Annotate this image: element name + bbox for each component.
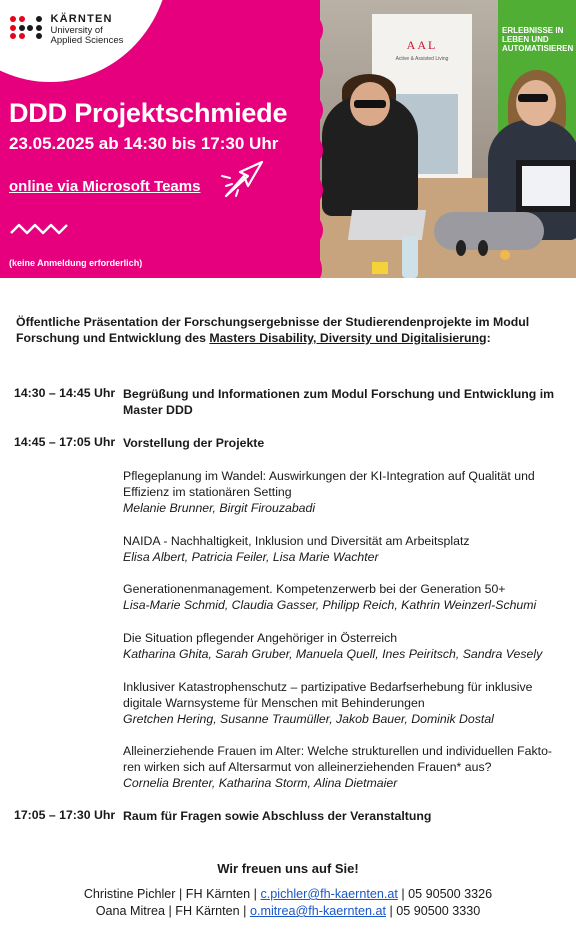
contact-line: Oana Mitrea | FH Kärnten | o.mitrea@fh-kaernten.at | 05 90500 3330 <box>95 904 481 918</box>
project-item <box>123 468 563 516</box>
intro-text: Öffentliche Präsentation der Forschungsergebnisse der Studierendenprojekte im Modul Forschung und Entwicklung des <box>16 315 530 345</box>
agenda-topic: Vorstellung der Projekte <box>123 436 265 450</box>
project-authors: Lisa-Marie Schmid, Claudia Gasser, Philipp Reich, Kathrin Weinzerl-Schumi <box>123 598 537 612</box>
contact-org: FH Kärnten <box>175 904 240 918</box>
registration-note: (keine Anmeldung erforderlich) <box>9 258 143 268</box>
event-photo <box>320 0 576 278</box>
logo-line-2: University of <box>50 24 103 36</box>
project-title: Alleinerziehende Frauen im Alter: Welche strukturellen und individuellen Fakto-ren wirken sich auf Altersarmut von alleinerziehenden Frauen* aus? <box>123 744 553 774</box>
agenda-time: 17:05 – 17:30 Uhr <box>14 808 116 822</box>
green-banner-text: ERLEBNISSE IN LEBEN UND AUTOMATISIEREN <box>502 26 574 54</box>
intro-paragraph <box>16 314 561 346</box>
project-authors: Gretchen Hering, Susanne Traumüller, Jakob Bauer, Dominik Dostal <box>123 712 494 726</box>
online-prefix: online via <box>9 178 83 195</box>
photo-scalloped-edge <box>310 0 332 278</box>
agenda-time: 14:30 – 14:45 Uhr <box>14 386 116 400</box>
contact-email-link[interactable]: o.mitrea@fh-kaernten.at <box>249 904 386 918</box>
project-item <box>123 533 563 565</box>
project-item <box>123 581 563 613</box>
closing-greeting: Wir freuen uns auf Sie! <box>217 861 359 876</box>
project-title: Pflegeplanung im Wandel: Auswirkungen der KI-Integration auf Qualität und Effizienz im stationären Setting <box>123 469 535 499</box>
project-title: Inklusiver Katastrophenschutz – partizipative Bedarfserhebung für inklusive digitale Warnsysteme für Menschen mit Behinderungen <box>123 680 533 710</box>
project-item <box>123 630 563 662</box>
contact-phone: 05 90500 3330 <box>396 904 481 918</box>
project-authors: Elisa Albert, Patricia Feiler, Lisa Marie Wachter <box>123 550 379 564</box>
event-datetime: 23.05.2025 ab 14:30 bis 17:30 Uhr <box>9 134 279 153</box>
poster-subtitle: Active & Assisted Living <box>395 56 449 62</box>
project-title: Generationenmanagement. Kompetenzerwerb bei der Generation 50+ <box>123 582 506 596</box>
logo-dots-icon <box>10 16 42 39</box>
university-logo[interactable] <box>10 14 123 45</box>
logo-line-1: KÄRNTEN <box>50 13 113 25</box>
project-item <box>123 679 563 727</box>
project-authors: Katharina Ghita, Sarah Gruber, Manuela Quell, Ines Peiritsch, Sandra Vesely <box>123 647 543 661</box>
contact-org: FH Kärnten <box>185 887 251 901</box>
header-banner <box>0 0 576 278</box>
intro-suffix: : <box>486 331 491 345</box>
master-program-link[interactable]: Masters Disability, Diversity und Digitalisierung <box>209 331 487 345</box>
project-authors: Cornelia Brenter, Katharina Storm, Alina Dietmaier <box>123 776 398 790</box>
agenda-topic: Raum für Fragen sowie Abschluss der Veranstaltung <box>123 809 432 823</box>
contact-name: Christine Pichler <box>83 887 176 901</box>
zigzag-decoration-icon <box>10 222 70 236</box>
contact-phone: 05 90500 3326 <box>408 887 493 901</box>
logo-text <box>51 14 124 45</box>
contact-line: Christine Pichler | FH Kärnten | c.pichler@fh-kaernten.at | 05 90500 3326 <box>83 887 493 901</box>
project-title: NAIDA - Nachhaltigkeit, Inklusion und Diversität am Arbeitsplatz <box>123 534 470 548</box>
agenda-time: 14:45 – 17:05 Uhr <box>14 435 116 449</box>
poster-title: AAL <box>406 38 438 52</box>
project-item <box>123 743 563 791</box>
contact-name: Oana Mitrea <box>95 904 165 918</box>
cursor-click-icon <box>218 156 266 200</box>
logo-line-3: Applied Sciences <box>50 34 124 46</box>
event-title: DDD Projektschmiede <box>9 98 288 128</box>
teams-link[interactable] <box>9 178 200 195</box>
agenda-topic: Begrüßung und Informationen zum Modul Forschung und Entwicklung im Master DDD <box>123 387 555 417</box>
project-authors: Melanie Brunner, Birgit Firouzabadi <box>123 501 316 515</box>
online-platform: Microsoft Teams <box>82 178 201 195</box>
project-title: Die Situation pflegender Angehöriger in Österreich <box>123 631 398 645</box>
contact-email-link[interactable]: c.pichler@fh-kaernten.at <box>260 887 398 901</box>
